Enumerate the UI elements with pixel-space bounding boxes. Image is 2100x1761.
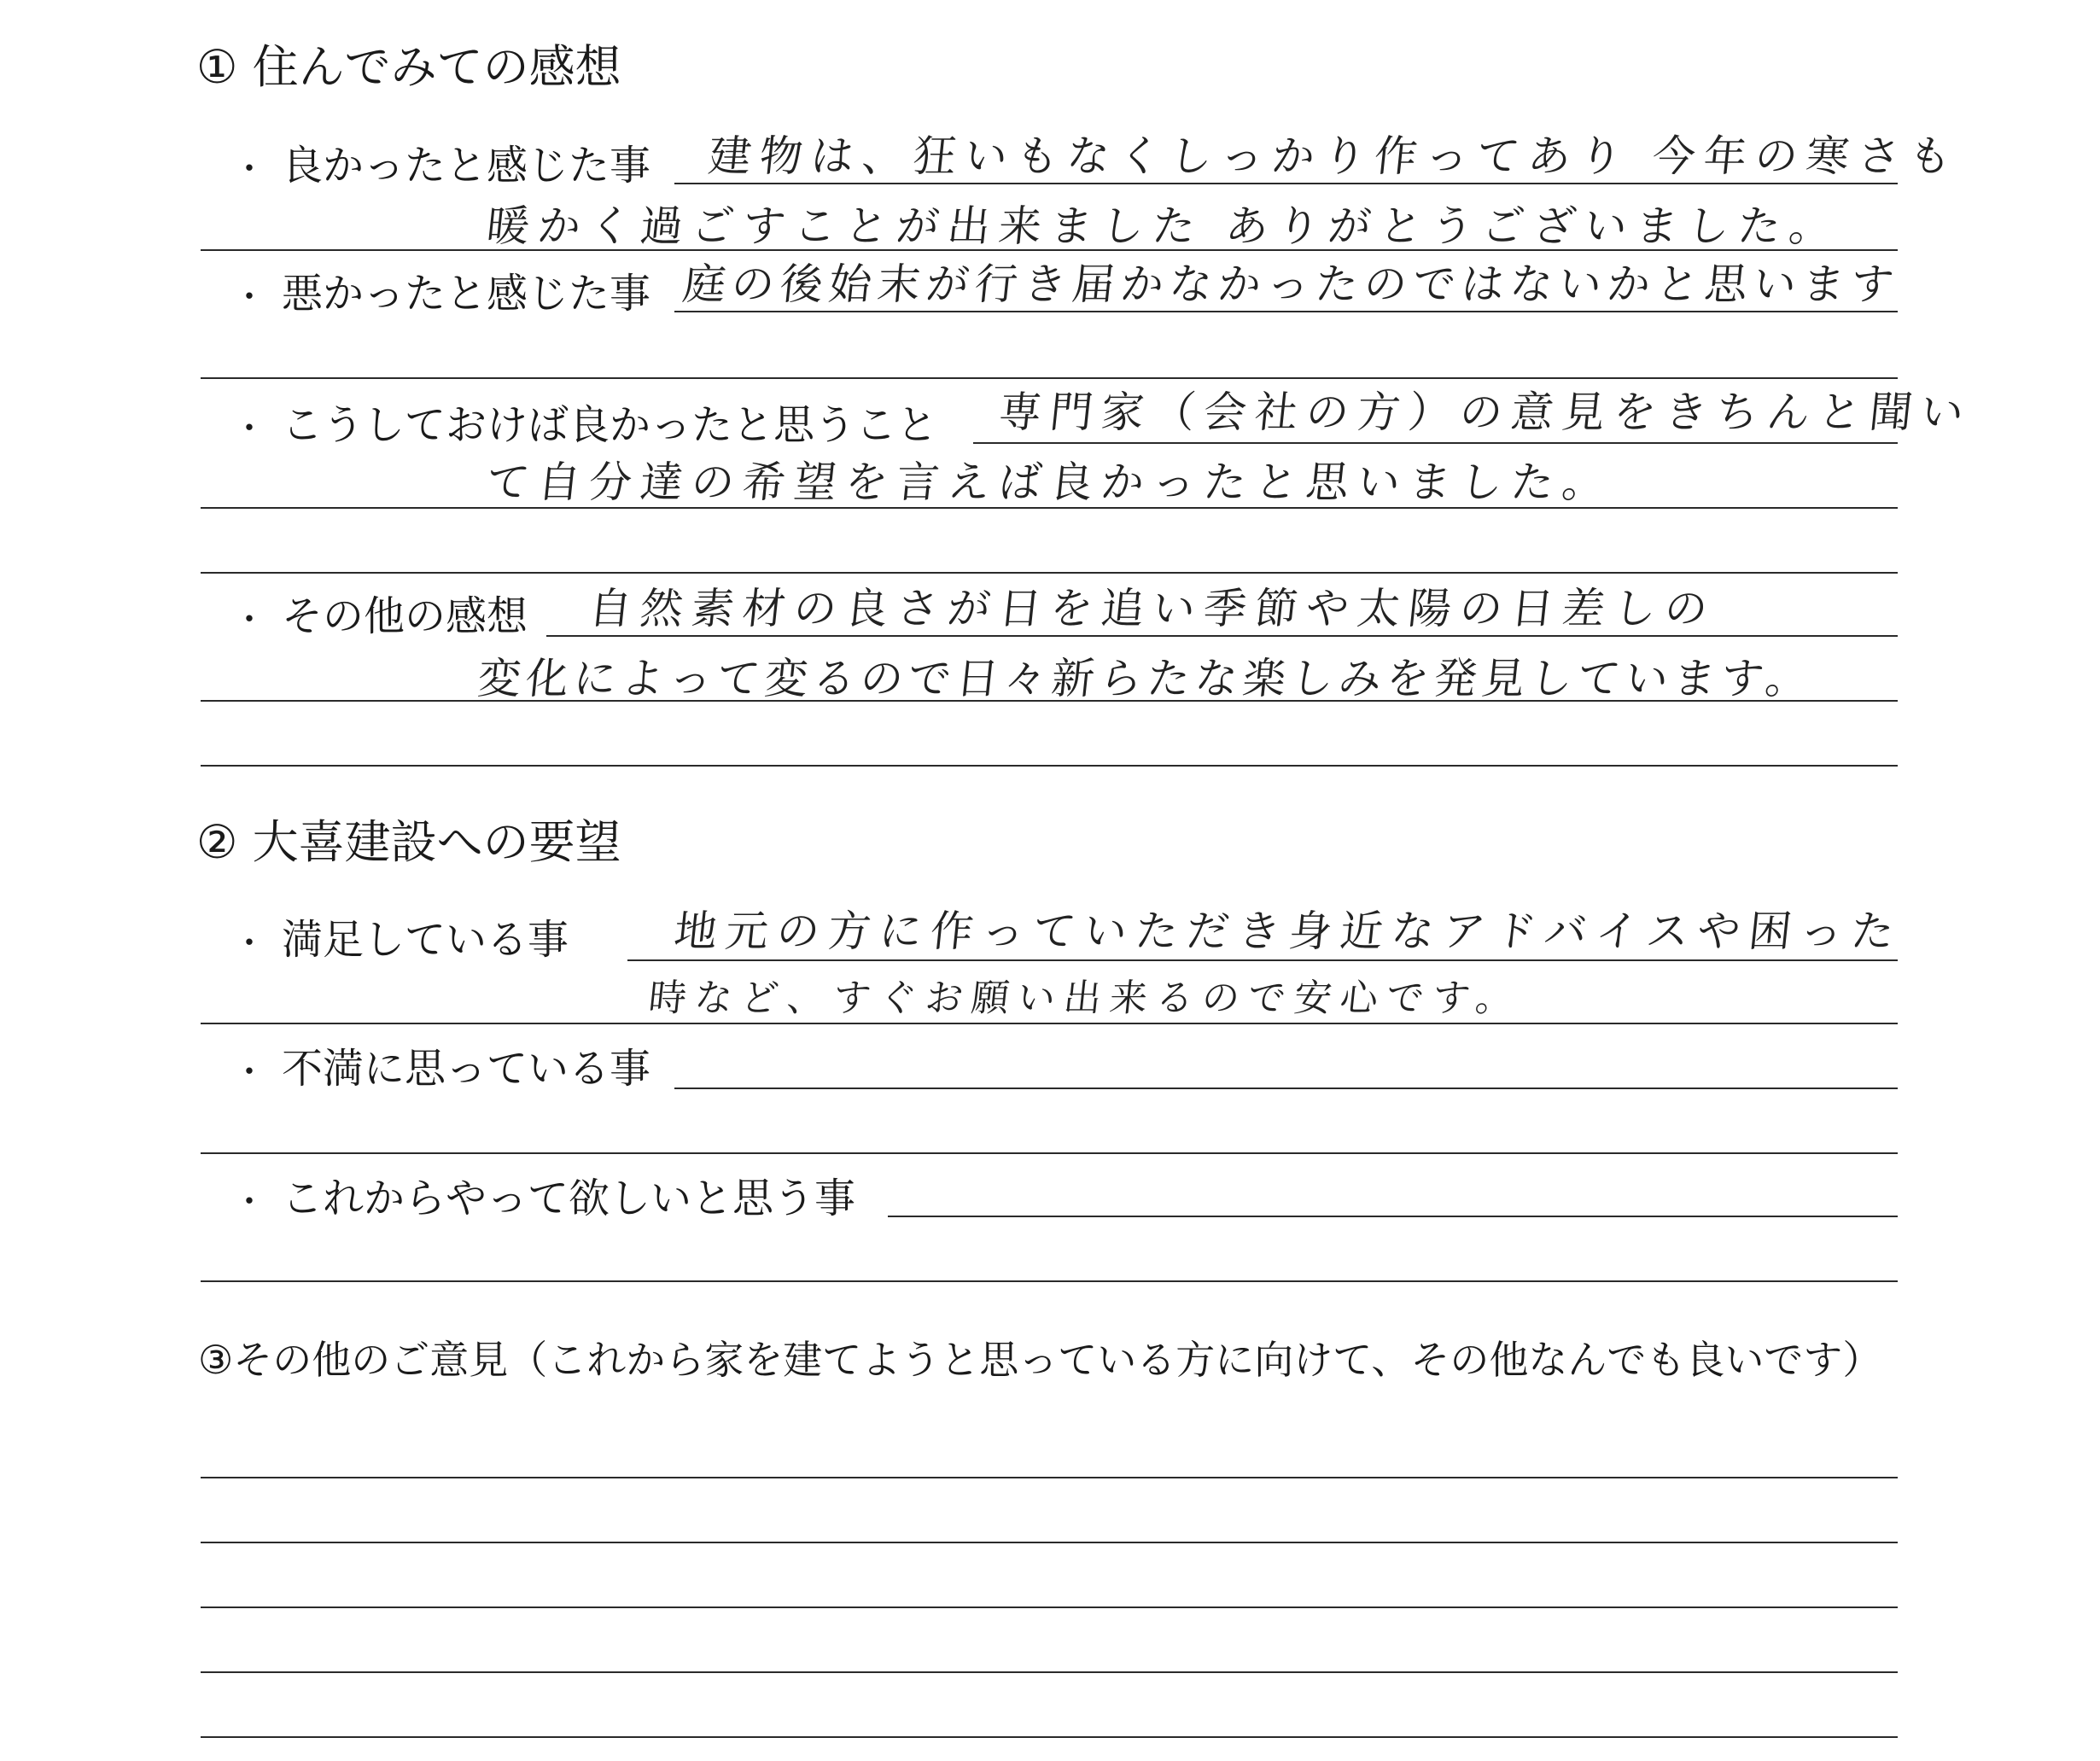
- section-1-number: ①: [196, 40, 238, 94]
- section-2-title: 大喜建設への要望: [252, 815, 621, 869]
- bullet: ・: [232, 277, 266, 317]
- answer-line: [973, 442, 1898, 444]
- answer-line: [201, 507, 1898, 509]
- should-have-done-answer-2: て自分達の希望を言えば良かったと思いました。: [483, 458, 1617, 507]
- answer-line: [201, 765, 1898, 767]
- bullet: ・: [232, 1053, 266, 1092]
- bullet: ・: [232, 600, 266, 639]
- bullet: ・: [232, 409, 266, 448]
- satisfied-answer-2: 時など、すぐお願い出来るので安心です。: [646, 977, 1525, 1020]
- answer-line: [201, 377, 1898, 379]
- answer-line: [888, 1216, 1898, 1217]
- should-have-done-answer-1: 専門家（会社の方）の意見をきちんと聞い: [995, 388, 1975, 437]
- answer-line: [201, 1736, 1898, 1738]
- section-1-title: 住んでみての感想: [252, 40, 621, 94]
- answer-line: [674, 1088, 1898, 1089]
- section-3-heading: [198, 1337, 1882, 1383]
- answer-line: [201, 572, 1898, 574]
- answer-line: [546, 635, 1898, 637]
- section-2-heading: [196, 815, 621, 869]
- answer-line: [201, 1280, 1898, 1282]
- satisfied-label: 満足している事: [282, 916, 569, 964]
- satisfied-answer-1: 地元の方に作っていただき身近なアドバイスや困った: [671, 907, 1905, 956]
- answer-line: [627, 959, 1898, 961]
- answer-line: [201, 1671, 1898, 1673]
- section-2-number: ②: [196, 815, 238, 869]
- bullet: ・: [232, 924, 266, 963]
- bad-points-label: 悪かったと感じた事: [282, 270, 651, 318]
- dissatisfied-label: 不満に思っている事: [282, 1045, 651, 1093]
- good-points-label: 良かったと感じた事: [282, 142, 651, 190]
- answer-line: [201, 700, 1898, 702]
- answer-line: [201, 249, 1898, 251]
- answer-line: [201, 1023, 1898, 1024]
- bullet: ・: [232, 149, 266, 189]
- answer-line: [201, 1477, 1898, 1478]
- section-1-heading: [196, 40, 621, 94]
- good-points-answer-1: 建物は、狂いもなくしっかり作ってあり 今年の寒さも: [705, 131, 1963, 181]
- section-3-number: ③: [198, 1337, 234, 1383]
- bullet: ・: [232, 1182, 266, 1222]
- other-impressions-label: その他の感想: [282, 592, 528, 640]
- section-3-title: その他のご意見（これから家を建てようと思っている方に向けて、その他なんでも良いです）: [233, 1337, 1882, 1383]
- bad-points-answer-1: 庭の後始末が行き届かなかったのではないかと思います: [680, 259, 1903, 309]
- should-have-done-label: こうしておけば良かったと思うこと: [282, 401, 938, 449]
- answer-line: [201, 1152, 1898, 1154]
- other-impressions-answer-2: 変化によって変るので日々新らたな楽しみを発見しています。: [475, 654, 1817, 703]
- other-impressions-answer-1: 自然素材の良さが日を追い季節や太陽の日差しの: [586, 584, 1719, 633]
- answer-line: [674, 183, 1898, 184]
- answer-line: [674, 311, 1898, 312]
- future-requests-label: これからやって欲しいと思う事: [282, 1175, 856, 1222]
- answer-line: [201, 1606, 1898, 1608]
- good-points-answer-2: 暖かく過ごすことが出来ました ありがとうございました。: [483, 201, 1843, 251]
- answer-line: [201, 1542, 1898, 1543]
